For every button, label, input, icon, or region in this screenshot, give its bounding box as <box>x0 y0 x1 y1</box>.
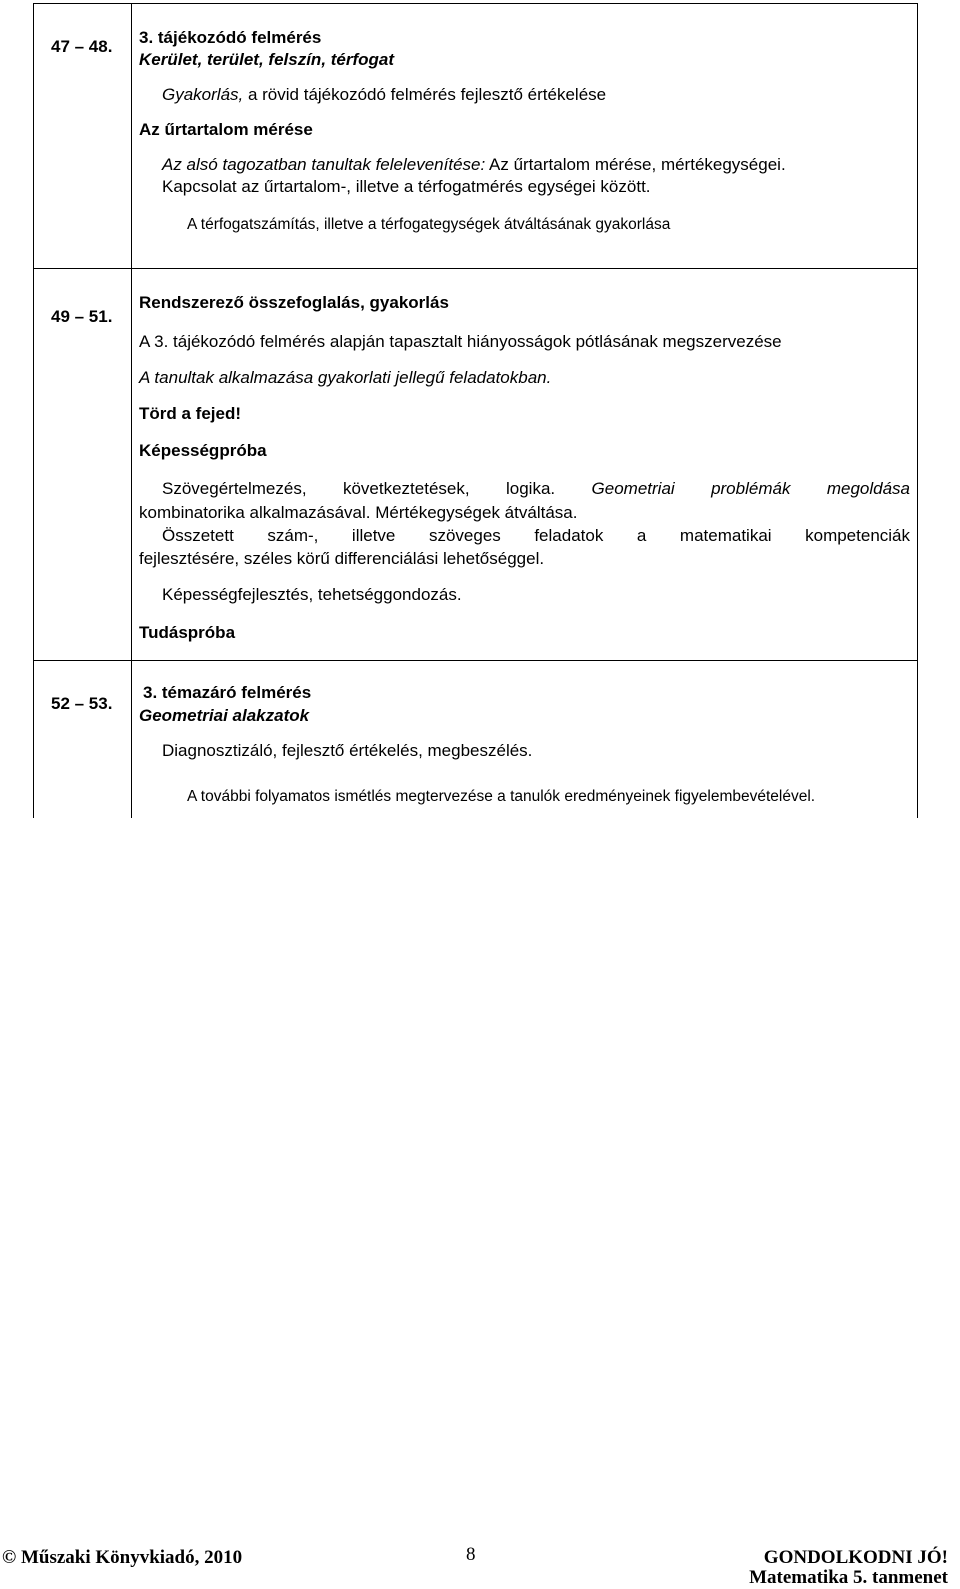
content-line: A 3. tájékozódó felmérés alapján tapasztalt hiányosságok pótlásának megszervezése <box>139 332 782 351</box>
content-line-text: kombinatorika alkalmazásával. <box>139 503 371 522</box>
table-column-divider <box>131 3 132 818</box>
section-heading: Törd a fejed! <box>139 404 242 423</box>
content-line <box>162 85 606 105</box>
footer-page-number: 8 <box>466 1544 476 1565</box>
table-left-border <box>33 3 34 818</box>
content-line: Diagnosztizáló, fejlesztő értékelés, megbeszélés. <box>162 741 533 760</box>
content-line: Kapcsolat az űrtartalom-, illetve a térfogatmérés egységei között. <box>162 177 651 196</box>
content-line-text: Az űrtartalom mérése, mértékegységei. <box>485 155 786 174</box>
content-line: Képességfejlesztés, tehetséggondozás. <box>162 585 462 604</box>
content-line-text: Mértékegységek átváltása. <box>375 503 578 522</box>
assessment-title: 3. tájékozódó felmérés <box>139 28 322 47</box>
content-line: Összetett szám-, illetve szöveges feladatok a matematikai kompetenciák <box>162 526 910 545</box>
content-line-emphasis: Gyakorlás, <box>162 85 244 104</box>
content-line-text: a rövid tájékozódó felmérés fejlesztő értékelése <box>243 85 607 104</box>
content-line: fejlesztésére, széles körű differenciálási lehetőséggel. <box>139 549 545 568</box>
content-line <box>162 479 910 499</box>
footer-series: GONDOLKODNI JÓ! <box>763 1547 948 1568</box>
content-line <box>139 503 577 523</box>
content-line-text: Szövegértelmezés, következtetések, logika. <box>162 479 556 498</box>
content-line: A térfogatszámítás, illetve a térfogategységek átváltásának gyakorlása <box>187 216 671 233</box>
content-line-emphasis: Geometriai problémák megoldása <box>591 479 910 498</box>
section-heading: Rendszerező összefoglalás, gyakorlás <box>139 293 449 312</box>
content-line-emphasis: Az alsó tagozatban tanultak felelevenítése: <box>162 155 486 174</box>
lesson-number: 49 – 51. <box>51 307 113 326</box>
assessment-title: 3. témazáró felmérés <box>143 683 312 702</box>
topic-title: Geometriai alakzatok <box>139 706 310 725</box>
content-line: A további folyamatos ismétlés megtervezése a tanulók eredményeinek figyelembevételével. <box>187 788 816 805</box>
section-heading: Képességpróba <box>139 441 267 460</box>
content-line <box>162 155 786 175</box>
content-line: A tanultak alkalmazása gyakorlati jellegű feladatokban. <box>139 368 552 387</box>
row-divider <box>33 268 918 269</box>
topic-title: Kerület, terület, felszín, térfogat <box>139 50 395 69</box>
lesson-number: 47 – 48. <box>51 37 113 56</box>
footer-subtitle: Matematika 5. tanmenet <box>749 1567 948 1588</box>
row-divider <box>33 660 918 661</box>
table-top-border <box>33 3 918 4</box>
section-heading: Tudáspróba <box>139 623 236 642</box>
table-right-border <box>917 3 918 818</box>
lesson-number: 52 – 53. <box>51 694 113 713</box>
footer-publisher: © Műszaki Könyvkiadó, 2010 <box>2 1547 243 1568</box>
section-heading: Az űrtartalom mérése <box>139 120 313 139</box>
